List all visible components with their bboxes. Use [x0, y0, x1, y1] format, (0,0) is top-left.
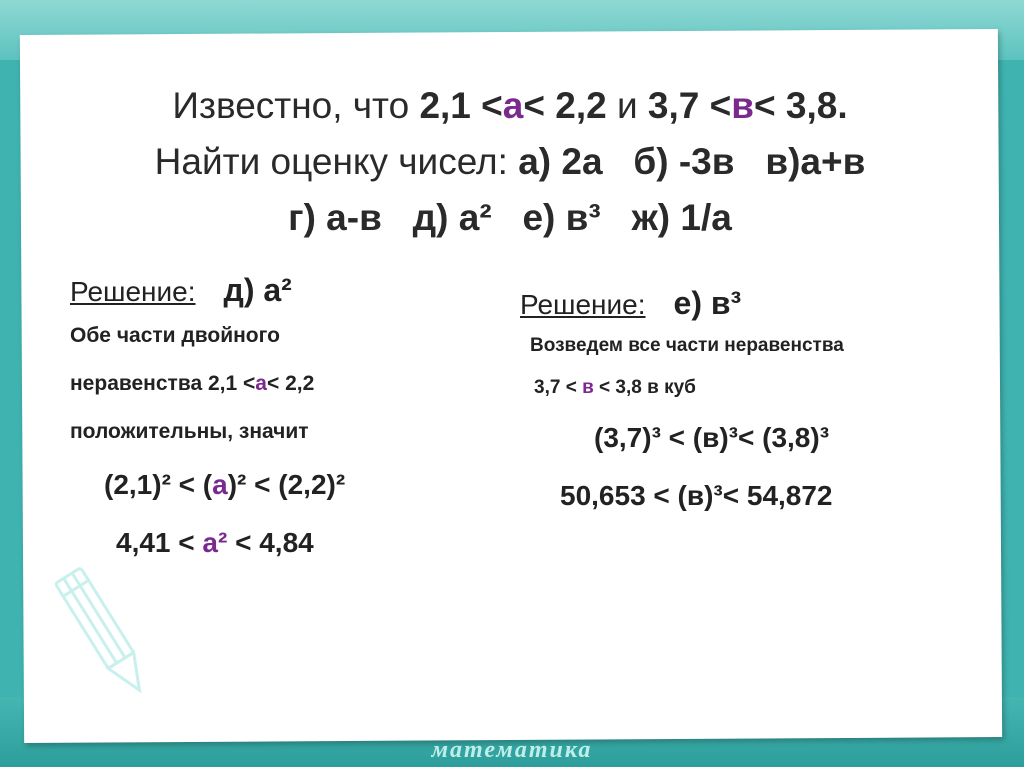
eq-part: )² < (2,2)²	[227, 469, 346, 500]
text-part: 3,7 <	[534, 377, 583, 398]
solution-label: Решение:	[520, 289, 646, 320]
solution-header	[70, 270, 490, 312]
equation: 50,653 < (в)³< 54,872	[560, 480, 833, 511]
slide-title	[60, 78, 960, 246]
footer-subject-label: математика	[431, 737, 593, 763]
part-label: д) а²	[223, 272, 292, 308]
eq-part: < 4,84	[227, 527, 314, 558]
text-part: < 2,2	[266, 372, 315, 395]
var-a-squared: а²	[202, 527, 228, 558]
title-bound: < 3,8.	[754, 85, 848, 126]
task-items: а) 2а б) -3в в)а+в	[518, 141, 866, 182]
title-line-1	[60, 78, 960, 134]
title-line-2	[60, 134, 960, 190]
var-a: а	[502, 85, 524, 126]
part-label: е) в³	[673, 285, 742, 321]
title-text: Известно, что	[172, 85, 420, 126]
var-a: а	[212, 469, 228, 500]
solution-right	[520, 283, 990, 525]
title-bound: 2,1 <	[419, 85, 503, 126]
title-bound: < 2,2	[523, 85, 607, 126]
eq-part: 4,41 <	[116, 527, 203, 558]
text-part: неравенства 2,1 <	[70, 372, 256, 395]
solution-text: положительны, значит	[70, 420, 309, 443]
solution-text	[70, 360, 490, 408]
task-items: г) а-в д) а² е) в³ ж) 1/а	[288, 197, 732, 238]
solution-label: Решение:	[70, 276, 196, 307]
solution-text	[520, 367, 990, 409]
eq-part: (2,1)² < (	[104, 469, 213, 500]
title-text: и	[606, 85, 648, 126]
equation	[70, 456, 490, 514]
solution-left	[70, 270, 490, 572]
solution-text: Обе части двойного	[70, 324, 280, 347]
title-text: Найти оценку чисел:	[154, 141, 519, 182]
var-a: а	[255, 372, 267, 395]
pencil-icon	[50, 560, 160, 710]
title-line-3	[60, 190, 960, 246]
var-b: в	[731, 85, 754, 126]
text-part: < 3,8 в куб	[593, 377, 696, 398]
solution-text: Возведем все части неравенства	[530, 335, 844, 356]
equation: (3,7)³ < (в)³< (3,8)³	[594, 422, 830, 453]
title-bound: 3,7 <	[647, 85, 732, 126]
var-b: в	[582, 377, 594, 398]
solution-header	[520, 283, 990, 325]
